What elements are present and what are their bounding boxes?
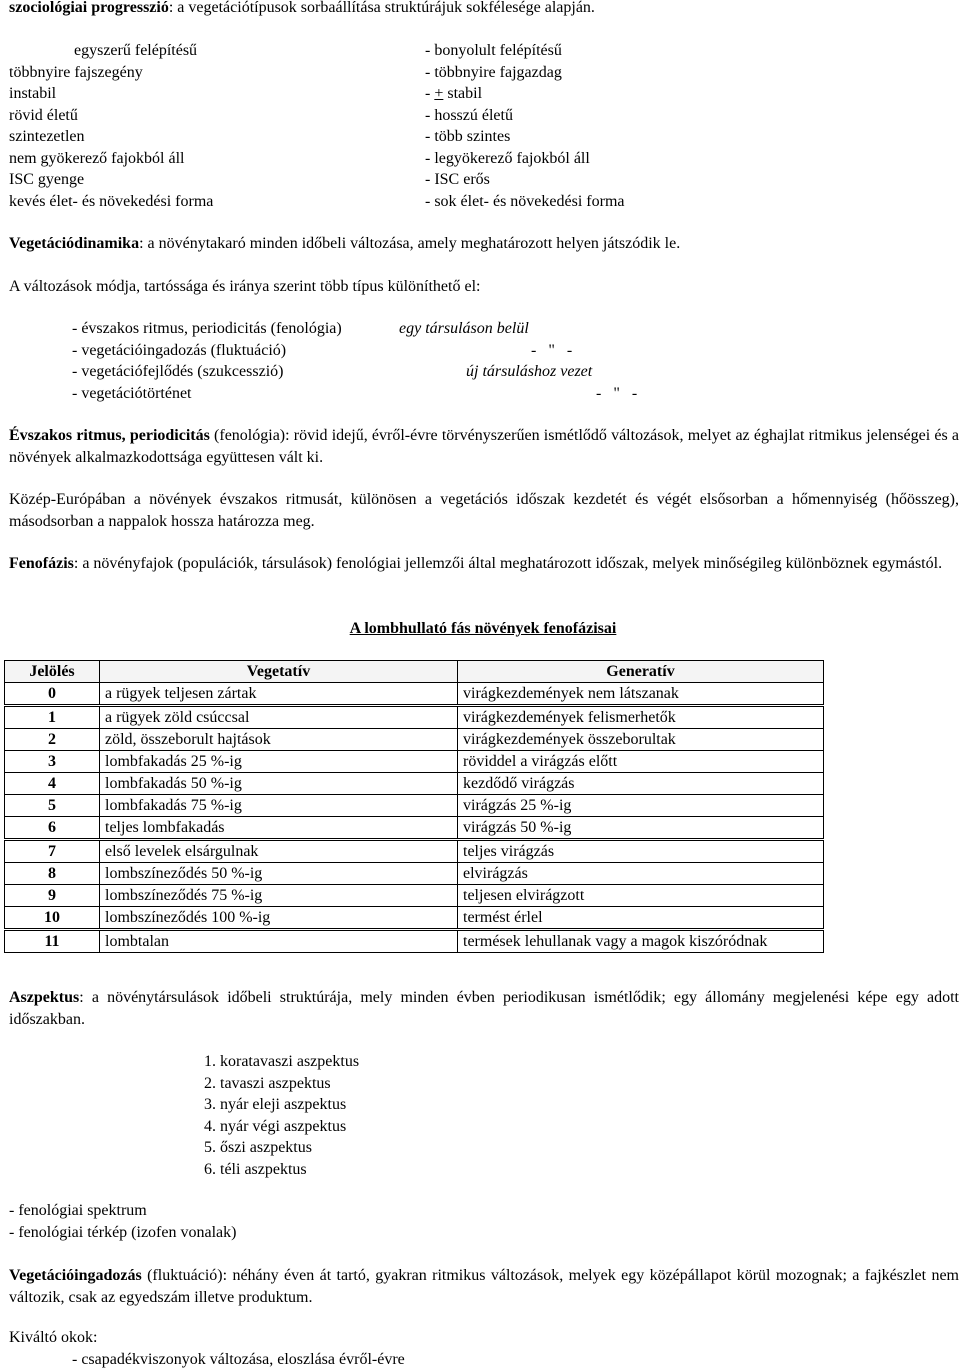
pheno-items-list — [9, 1200, 236, 1243]
table-row — [5, 751, 824, 773]
phase-number: 7 — [5, 840, 100, 863]
seasonal-paragraph — [9, 425, 959, 468]
compare-left-item: ISC gyenge — [9, 171, 85, 188]
generative-cell: virágzás 25 %-ig — [458, 795, 824, 817]
generative-cell: teljes virágzás — [458, 840, 824, 863]
compare-left-item: szintezetlen — [9, 128, 85, 145]
compare-left-item: instabil — [9, 85, 57, 102]
generative-cell: termést érlel — [458, 907, 824, 930]
aspect-text: : a növénytársulások időbeli struktúrája, mely minden évben periodikusan ismétlődik; egy állomány megjelenési képe egy adott időszakban. — [9, 989, 959, 1028]
compare-right-list — [425, 40, 624, 212]
cause-item: - csapadékviszonyok változása, eloszlása évről-évre — [72, 1351, 405, 1368]
aspect-item: 6. téli aszpektus — [204, 1160, 307, 1178]
table-row — [5, 729, 824, 751]
phase-number: 10 — [5, 907, 100, 930]
table-row — [5, 773, 824, 795]
generative-cell: termések lehullanak vagy a magok kiszóródnak — [458, 930, 824, 953]
table-row — [5, 907, 824, 930]
vegetative-cell: lombszíneződés 50 %-ig — [100, 863, 458, 885]
type-label: - vegetációingadozás (fluktuáció) — [72, 342, 287, 359]
seasonal-text: (fenológia): rövid idejű, évről-évre törvényszerűen ismétlődő változások, melyet az éghajlat ritmikus jelenségei és a növények alkalmazkodottsága együttesen vált ki. — [9, 427, 959, 466]
compare-left-item: kevés élet- és növekedési forma — [9, 192, 214, 210]
causes-title: Kiváltó okok: — [9, 1329, 98, 1346]
vegetative-cell: teljes lombfakadás — [100, 817, 458, 840]
types-intro: A változások módja, tartóssága és iránya szerint több típus különíthető el: — [9, 278, 481, 295]
vegetative-cell: lombfakadás 50 %-ig — [100, 773, 458, 795]
vegdyn-paragraph — [9, 233, 680, 255]
generative-cell: elvirágzás — [458, 863, 824, 885]
compare-right-item: - sok élet- és növekedési forma — [425, 192, 625, 210]
header-generative: Generatív — [458, 661, 824, 683]
phase-number: 9 — [5, 885, 100, 907]
type-note: - " - — [531, 342, 573, 359]
type-note: - " - — [596, 385, 638, 402]
centraleurope-paragraph: Közép-Európában a növények évszakos ritmusát, különösen a vegetációs időszak kezdetét és végét elsősorban a hőmennyiség (hőösszeg), másodsorban a nappalok hossza határozza meg. — [9, 491, 959, 530]
vegetative-cell: lombszíneződés 100 %-ig — [100, 907, 458, 930]
compare-left-item: többnyire fajszegény — [9, 63, 143, 81]
header-vegetative: Vegetatív — [100, 661, 458, 683]
compare-right-item: - ISC erős — [425, 171, 490, 188]
aspect-item: 4. nyár végi aszpektus — [204, 1117, 347, 1135]
table-row — [5, 706, 824, 729]
compare-right-item: - többnyire fajgazdag — [425, 63, 562, 81]
vegetative-cell: lombtalan — [100, 930, 458, 953]
phase-number: 3 — [5, 751, 100, 773]
vegetative-cell: lombszíneződés 75 %-ig — [100, 885, 458, 907]
intro-text: : a vegetációtípusok sorbaállítása struktúrájuk sokfélesége alapján. — [168, 0, 595, 16]
fluct-term: Vegetációingadozás — [9, 1267, 142, 1284]
aspect-item: 1. koratavaszi aszpektus — [204, 1053, 360, 1070]
generative-cell: röviddel a virágzás előtt — [458, 751, 824, 773]
aspect-paragraph — [9, 987, 959, 1030]
generative-cell: kezdődő virágzás — [458, 773, 824, 795]
phase-number: 2 — [5, 729, 100, 751]
pheno-item: - fenológiai spektrum — [9, 1202, 147, 1219]
vegetative-cell: lombfakadás 25 %-ig — [100, 751, 458, 773]
phase-number: 4 — [5, 773, 100, 795]
generative-cell: virágkezdemények felismerhetők — [458, 706, 824, 729]
table-row — [5, 683, 824, 706]
type-label: - vegetációtörténet — [72, 385, 192, 402]
type-note: egy társuláson belül — [399, 320, 529, 337]
generative-cell: virágkezdemények nem látszanak — [458, 683, 824, 706]
compare-left-item: rövid életű — [9, 106, 78, 124]
fluct-paragraph — [9, 1265, 959, 1308]
compare-left-item: egyszerű felépítésű — [74, 42, 198, 59]
type-label: - vegetációfejlődés (szukcesszió) — [72, 363, 284, 380]
generative-cell: virágkezdemények összeborultak — [458, 729, 824, 751]
phase-number: 11 — [5, 930, 100, 953]
fluct-text: (fluktuáció): néhány éven át tartó, gyakran ritmikus változások, melyek egy középállapot körül mozognak; a fajkészlet nem változik, csak az egyedszám illetve produktum. — [9, 1267, 959, 1306]
header-designation: Jelölés — [5, 661, 100, 683]
table-row — [5, 863, 824, 885]
aspect-item: 3. nyár eleji aszpektus — [204, 1096, 347, 1113]
vegdyn-text: : a növénytakaró minden időbeli változása, amely meghatározott helyen játszódik le. — [139, 235, 681, 252]
generative-cell: virágzás 50 %-ig — [458, 817, 824, 840]
phase-number: 1 — [5, 706, 100, 729]
compare-right-item: - + stabil — [425, 85, 483, 102]
phenophase-term: Fenofázis — [9, 555, 74, 572]
phenophase-text: : a növényfajok (populációk, társulások) fenológiai jellemzői által meghatározott időszak, melyek minőségileg különböznek egymástól. — [73, 555, 943, 572]
pheno-item: - fenológiai térkép (izofen vonalak) — [9, 1223, 237, 1241]
type-note: új társuláshoz vezet — [466, 363, 593, 380]
aspect-term: Aszpektus — [9, 989, 80, 1006]
phenophase-table — [4, 660, 824, 953]
compare-right-item: - bonyolult felépítésű — [425, 42, 562, 59]
vegetative-cell: a rügyek zöld csúccsal — [100, 706, 458, 729]
phase-number: 5 — [5, 795, 100, 817]
compare-right-item: - több szintes — [425, 128, 511, 145]
aspect-item: 2. tavaszi aszpektus — [204, 1074, 331, 1092]
generative-cell: teljesen elvirágzott — [458, 885, 824, 907]
phase-number: 8 — [5, 863, 100, 885]
compare-right-item: - hosszú életű — [425, 106, 513, 124]
aspects-list — [204, 1051, 359, 1180]
aspect-item: 5. őszi aszpektus — [204, 1139, 312, 1156]
plus-symbol: + — [434, 85, 444, 102]
table-row — [5, 930, 824, 953]
phase-number: 0 — [5, 683, 100, 706]
compare-left-list — [9, 40, 213, 212]
phenophase-paragraph — [9, 553, 959, 575]
compare-right-item: - legyökerező fajokból áll — [425, 149, 590, 167]
intro-paragraph — [9, 0, 595, 19]
vegetative-cell: a rügyek teljesen zártak — [100, 683, 458, 706]
phase-number: 6 — [5, 817, 100, 840]
table-row — [5, 795, 824, 817]
type-label: - évszakos ritmus, periodicitás (fenológia) — [72, 320, 342, 337]
vegetative-cell: zöld, összeborult hajtások — [100, 729, 458, 751]
vegdyn-term: Vegetációdinamika — [9, 235, 140, 252]
vegetative-cell: lombfakadás 75 %-ig — [100, 795, 458, 817]
seasonal-term: Évszakos ritmus, periodicitás — [9, 427, 210, 444]
vegetative-cell: első levelek elsárgulnak — [100, 840, 458, 863]
table-row — [5, 840, 824, 863]
table-title: A lombhullató fás növények fenofázisai — [349, 620, 617, 637]
table-header-row — [5, 661, 824, 683]
table-row — [5, 817, 824, 840]
intro-term: szociológiai progresszió — [9, 0, 169, 16]
table-row — [5, 885, 824, 907]
compare-left-item: nem gyökerező fajokból áll — [9, 149, 185, 167]
